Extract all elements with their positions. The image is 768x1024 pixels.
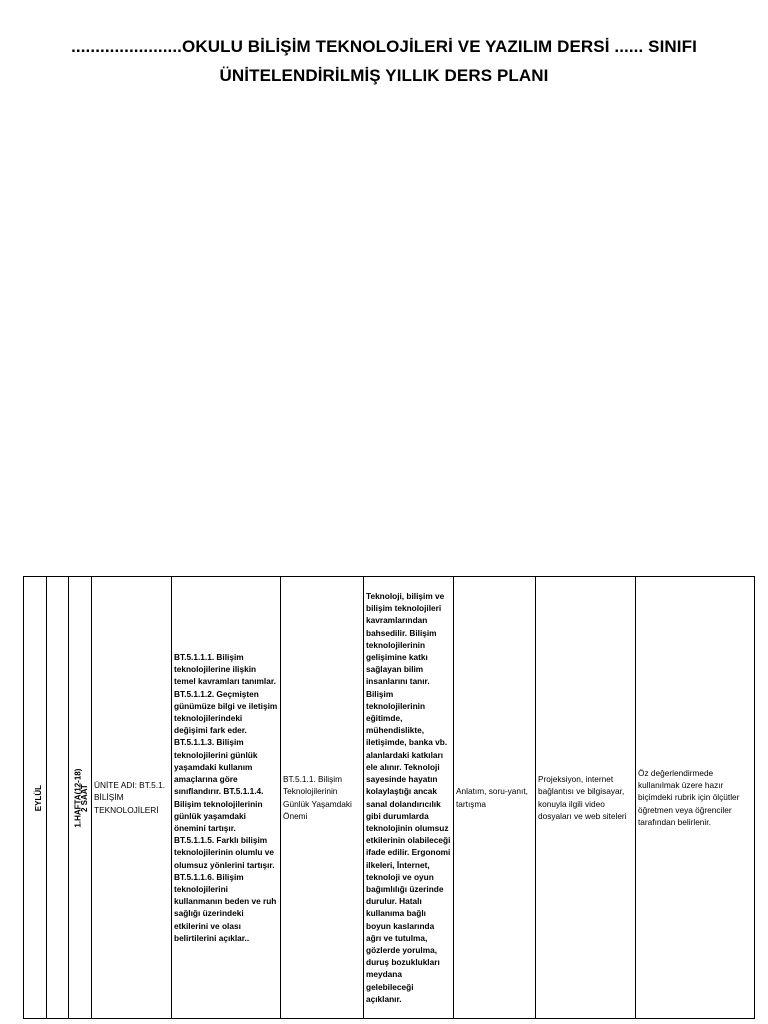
- document-title: .......................OKULU BİLİŞİM TEKNOLOJİLERİ VE YAZILIM DERSİ ...... SINIFI: [71, 37, 697, 56]
- explanation-cell: Teknoloji, bilişim ve bilişim teknolojileri kavramlarından bahsedilir. Bilişim teknolojilerinin gelişimine katkı sağlayan bilim insanlarını tanır. Bilişim teknolojilerinin eğitimde, mühendislikte, iletişimde, banka vb. alanlardaki katkıları ele alınır. Teknoloji sayesinde hayatın kolaylaştığı ancak sanal dolandırıcılık gibi durumlarda teknolojinin olumsuz etkilerinin olabileceği ifade edilir. Ergonomi ilkeleri, İnternet, teknoloji ve oyun bağımlılığı üzerinde durulur. Hatalı kullanıma bağlı boyun kaslarında ağrı ve tutulma, gözlerde yorulma, duruş bozuklukları meydana gelebileceği açıklanır.: [364, 577, 454, 1019]
- week-cell: [47, 577, 83, 1019]
- month-cell: [24, 577, 47, 1019]
- methods-cell: Anlatım, soru-yanıt, tartışma: [454, 577, 536, 1019]
- week-label: 1.HAFTA(12-18): [73, 768, 83, 828]
- table-row: [24, 577, 755, 1019]
- outcomes-cell: BT.5.1.1.1. Bilişim teknolojilerine ilişkin temel kavramları tanımlar. BT.5.1.1.2. Geçmişten günümüze bilgi ve iletişim teknolojilerindeki değişimi fark eder. BT.5.1.1.3. Bilişim teknolojilerini günlük yaşamdaki kullanım amaçlarına göre sınıflandırır. BT.5.1.1.4. Bilişim teknolojilerinin günlük yaşamdaki önemini tartışır. BT.5.1.1.5. Farklı bilişim teknolojilerinin olumlu ve olumsuz yönlerini tartışır. BT.5.1.1.6. Bilişim teknolojilerini kullanmanın beden ve ruh sağlığı üzerindeki etkilerini ve olası belirtilerini açıklar..: [172, 577, 281, 1019]
- unit-cell: ÜNİTE ADI: BT.5.1. BİLİŞİM TEKNOLOJİLERİ: [92, 577, 172, 1019]
- materials-cell: Projeksiyon, internet bağlantısı ve bilgisayar, konuyla ilgili video dosyaları ve web siteleri: [536, 577, 636, 1019]
- hours-label: 2 SAAT: [79, 784, 89, 812]
- plan-table: [23, 576, 755, 1019]
- document-subtitle: ÜNİTELENDİRİLMİŞ YILLIK DERS PLANI: [219, 66, 549, 85]
- assessment-cell: Öz değerlendirmede kullanılmak üzere hazır biçimdeki rubrik için ölçütler öğretmen veya öğrenciler tarafından belirlenir.: [636, 577, 755, 1019]
- month-label: EYLÜL: [34, 784, 44, 812]
- subject-cell: BT.5.1.1. Bilişim Teknolojilerinin Günlük Yaşamdaki Önemi: [281, 577, 364, 1019]
